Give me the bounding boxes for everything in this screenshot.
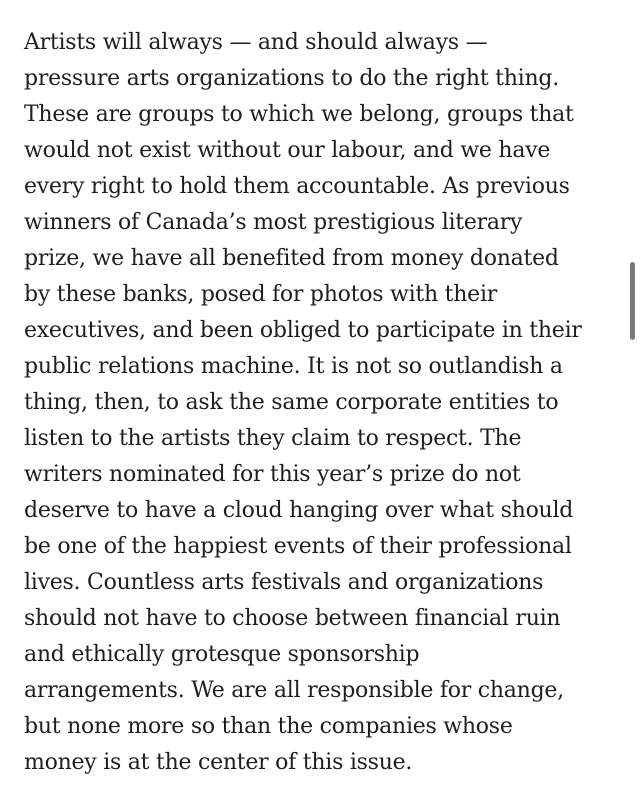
paragraph-line: public relations machine. It is not so outlandish a [24,354,563,379]
paragraph-line: be one of the happiest events of their professional [24,534,572,559]
paragraph-line: Artists will always — and should always — [24,30,488,55]
paragraph-line: but none more so than the companies whose [24,714,513,739]
paragraph-line: winners of Canada’s most prestigious literary [24,210,523,235]
paragraph-line: arrangements. We are all responsible for change, [24,678,564,703]
paragraph-line: and ethically grotesque sponsorship [24,642,420,667]
paragraph-line: should not have to choose between financial ruin [24,606,561,631]
paragraph-line: deserve to have a cloud hanging over what should [24,498,574,523]
paragraph-line: lives. Countless arts festivals and organizations [24,570,544,595]
paragraph-line: every right to hold them accountable. As previous [24,174,570,199]
paragraph-line: would not exist without our labour, and we have [24,138,551,163]
paragraph-line: executives, and been obliged to participate in their [24,318,582,343]
paragraph-line: pressure arts organizations to do the right thing. [24,66,559,91]
scrollbar-thumb[interactable] [630,262,635,340]
article-paragraph [24,25,620,781]
paragraph-line: writers nominated for this year’s prize do not [24,462,521,487]
paragraph-line: prize, we have all benefited from money donated [24,246,559,271]
paragraph-line: money is at the center of this issue. [24,750,413,775]
paragraph-line: These are groups to which we belong, groups that [24,102,574,127]
paragraph-line: listen to the artists they claim to respect. The [24,426,522,451]
paragraph-line: by these banks, posed for photos with their [24,282,497,307]
paragraph-line: thing, then, to ask the same corporate entities to [24,390,559,415]
